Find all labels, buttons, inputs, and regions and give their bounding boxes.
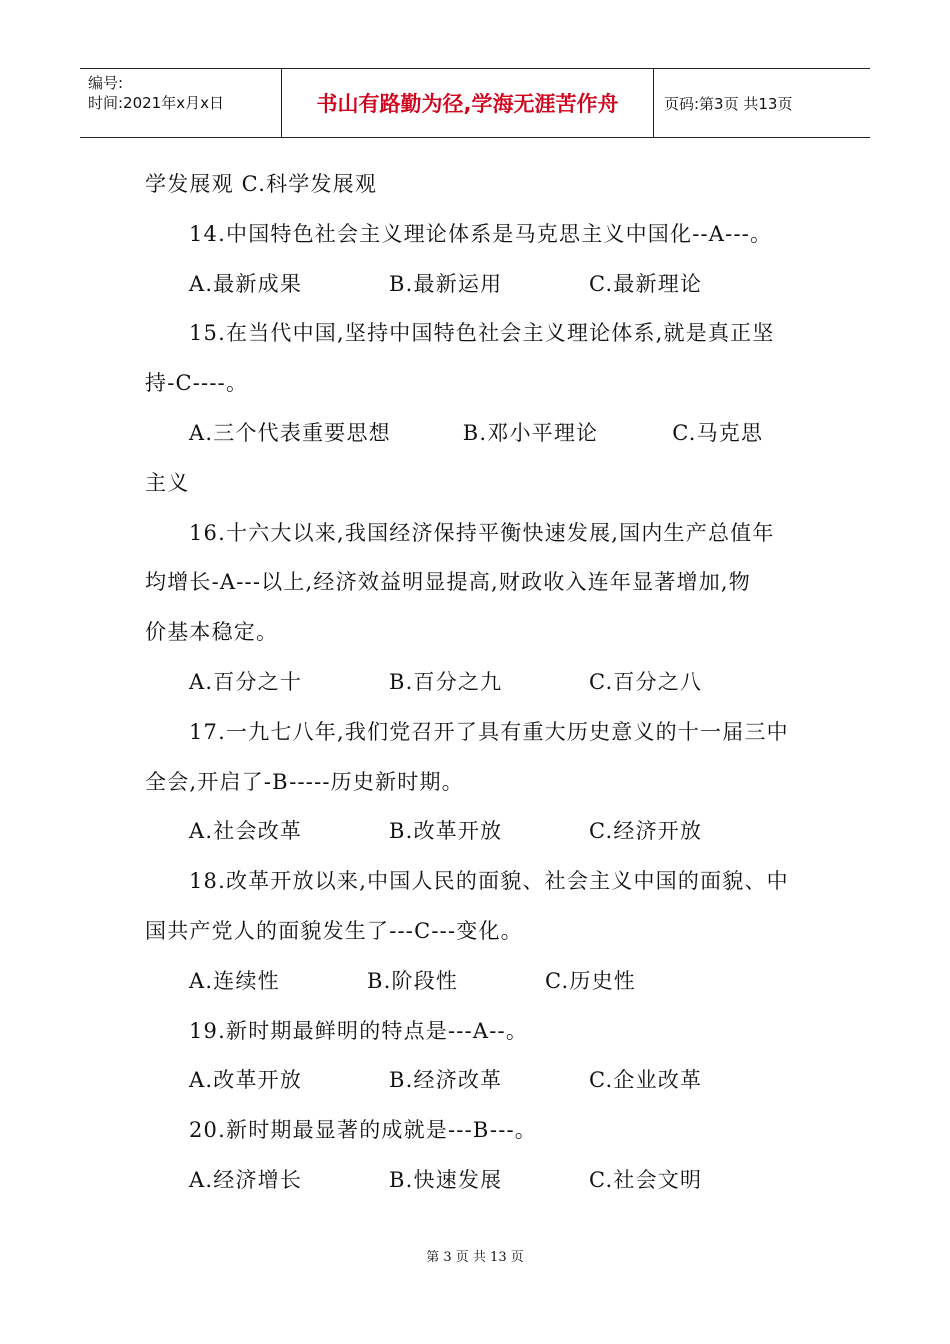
answer-options-row [145,658,810,708]
text-line: 19.新时期最鲜明的特点是---A--。 [189,1018,529,1043]
answer-option: A.三个代表重要思想 [189,420,391,445]
answer-option: B.经济改革 [389,1068,503,1093]
answer-option: C.最新理论 [589,271,703,296]
text-line: 均增长-A---以上,经济效益明显提高,财政收入连年显著增加,物 [145,570,751,595]
header-time-label: 时间:2021年x月x日 [88,94,224,112]
answer-option: C.社会文明 [589,1167,703,1192]
answer-option: A.经济增长 [189,1167,303,1192]
answer-option: A.改革开放 [189,1068,303,1093]
answer-option: C.经济开放 [589,819,703,844]
answer-option: B.改革开放 [389,819,503,844]
text-line: 17.一九七八年,我们党召开了具有重大历史意义的十一届三中 [189,719,789,744]
answer-option: B.最新运用 [389,271,503,296]
text-line: 国共产党人的面貌发生了---C---变化。 [145,918,523,943]
answer-option: B.阶段性 [367,968,459,993]
text-line: 持-C----。 [145,371,249,396]
header-page-label: 页码:第3页 共13页 [664,94,793,113]
answer-option: B.快速发展 [389,1167,503,1192]
answer-options-row [145,409,810,459]
text-line: 18.改革开放以来,中国人民的面貌、社会主义中国的面貌、中 [189,869,789,894]
text-line: 主义 [145,470,190,495]
answer-options-row [145,957,810,1007]
answer-option: C.百分之八 [589,669,703,694]
answer-option: B.邓小平理论 [462,420,599,445]
text-line: 14.中国特色社会主义理论体系是马克思主义中国化--A---。 [189,221,773,246]
text-line: 15.在当代中国,坚持中国特色社会主义理论体系,就是真正坚 [189,321,775,346]
answer-options-row [145,807,810,857]
answer-option: A.最新成果 [189,271,303,296]
text-line: 学发展观 C.科学发展观 [145,172,378,196]
text-line: 价基本稳定。 [145,620,279,645]
header-motto: 书山有路勤为径,学海无涯苦作舟 [281,69,654,137]
header-number-label: 编号: [88,74,124,92]
answer-option: C.企业改革 [589,1068,703,1093]
answer-option: C.历史性 [545,968,636,993]
header-meta-cell [80,69,281,137]
page-footer: 第 3 页 共 13 页 [426,1250,524,1265]
answer-options-row [145,1056,810,1106]
answer-option: C.马克思 [672,420,764,445]
text-line: 16.十六大以来,我国经济保持平衡快速发展,国内生产总值年 [189,520,775,545]
answer-options-row [145,260,810,310]
answer-option: A.社会改革 [189,819,303,844]
answer-option: A.连续性 [189,968,280,993]
text-line: 全会,开启了-B-----历史新时期。 [145,769,464,794]
answer-option: B.百分之九 [389,669,503,694]
document-body [145,160,810,1206]
answer-option: A.百分之十 [189,669,303,694]
page-header [80,68,870,138]
answer-options-row [145,1156,810,1206]
text-line: 20.新时期最显著的成就是---B---。 [189,1118,537,1143]
